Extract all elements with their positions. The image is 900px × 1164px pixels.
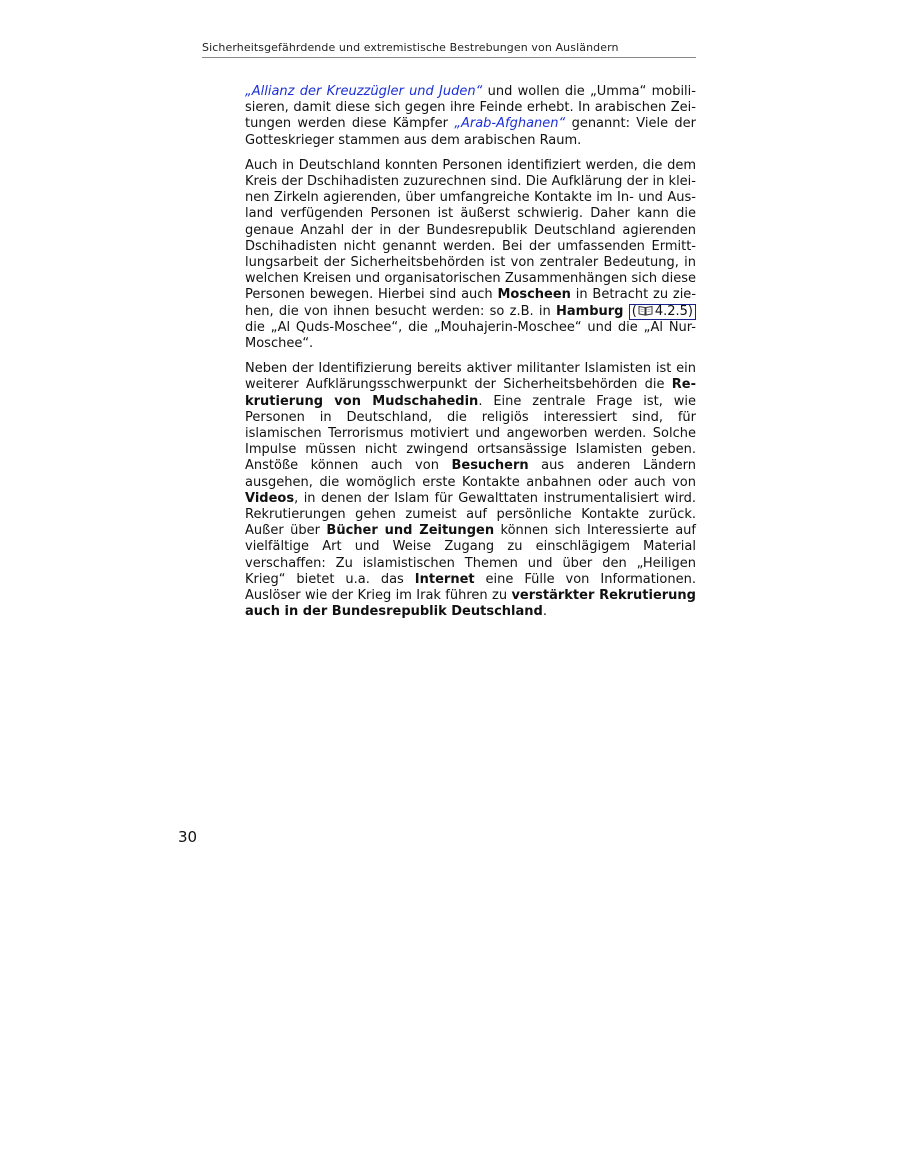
text: in Betracht zu ziehen, die von ihnen besucht werden: so z.B. in — [245, 287, 697, 319]
text: können sich Interessierte auf vielfältige Art und Weise Zugang zu einschlägigem Material verschaffen: Zu islamistischen Themen und über den „Heiligen Krieg“ bietet u.a. das — [245, 523, 696, 587]
ref-label: 4.2.5) — [654, 303, 693, 319]
text: Neben der Identifizierung bereits aktiver militanter Islamisten ist ein weiterer Aufklärungsschwerpunkt der Sicherheitsbehörden die — [245, 361, 696, 393]
ref-open: ( — [631, 303, 637, 319]
paragraph-1 — [245, 84, 696, 149]
text: . Eine zentrale Frage ist, wie Personen in Deutschland, die religiös interessiert sind, für islamischen Terrorismus motiviert und angeworben werden. Solche Impulse müssen nicht zwingend ortsansässige Islamisten geben. Anstöße können auch von — [245, 393, 696, 474]
body-text — [245, 84, 696, 630]
link-allianz[interactable]: „Allianz der Kreuzzügler und Juden“ — [245, 84, 483, 99]
bold-term: Moscheen — [497, 287, 571, 303]
cross-reference-link[interactable] — [629, 304, 696, 320]
text: Auch in Deutschland konnten Personen identifiziert werden, die dem Kreis der Dschihadisten zuzurechnen sind. Die Aufklärung der in kleinen Zirkeln agierenden, über umfangreiche Kontakte im In- und Ausland verfügenden Personen ist äußerst schwierig. Daher kann die genaue Anzahl der in der Bundesrepublik Deutschland agierenden Dschihadisten nicht genannt werden. Bei der umfassenden Ermittlungsarbeit der Sicherheitsbehörden ist von zentraler Bedeutung, in welchen Kreisen und organisatorischen Zusammenhängen sich diese Personen bewegen. Hierbei sind auch — [245, 157, 696, 303]
paragraph-2 — [245, 158, 696, 352]
running-header: Sicherheitsgefährdende und extremistische Bestrebungen von Ausländern — [202, 41, 696, 58]
book-icon — [638, 305, 653, 316]
bold-term: Internet — [414, 571, 475, 587]
text: die „Al Quds-Moschee“, die „Mouhajerin-Moschee“ und die „Al Nur-Moschee“. — [245, 319, 696, 352]
text: und wollen die „Umma“ mobilisieren, damit diese sich gegen ihre Feinde erhebt. In arabischen Zeitungen werden diese Kämpfer — [245, 84, 696, 132]
text: . — [542, 604, 547, 620]
link-arab-afghanen[interactable]: „Arab-Afghanen“ — [454, 116, 566, 132]
bold-term: verstärkter Rekrutierung auch in der Bundesrepublik Deutschland — [245, 588, 696, 620]
text: , in denen der Islam für Gewalttaten instrumentalisiert wird. Rekrutierungen gehen zumeist auf persönliche Kontakte zurück. Außer über — [245, 490, 696, 539]
text: aus anderen Ländern ausgehen, die womöglich erste Kontakte anbahnen oder auch von — [245, 458, 697, 490]
bold-term: Hamburg — [556, 303, 624, 319]
bold-term: Rekrutierung von Mudschahedin — [245, 377, 696, 409]
text: eine Fülle von Informationen. Auslöser wie der Krieg im Irak führen zu — [245, 571, 696, 604]
bold-term: Bücher und Zeitungen — [326, 523, 495, 539]
bold-term: Besuchern — [451, 458, 529, 474]
paragraph-3 — [245, 361, 696, 620]
bold-term: Videos — [245, 490, 295, 506]
text: genannt: Viele der Gotteskrieger stammen aus dem arabischen Raum. — [245, 116, 696, 148]
page-number: 30 — [178, 828, 198, 846]
